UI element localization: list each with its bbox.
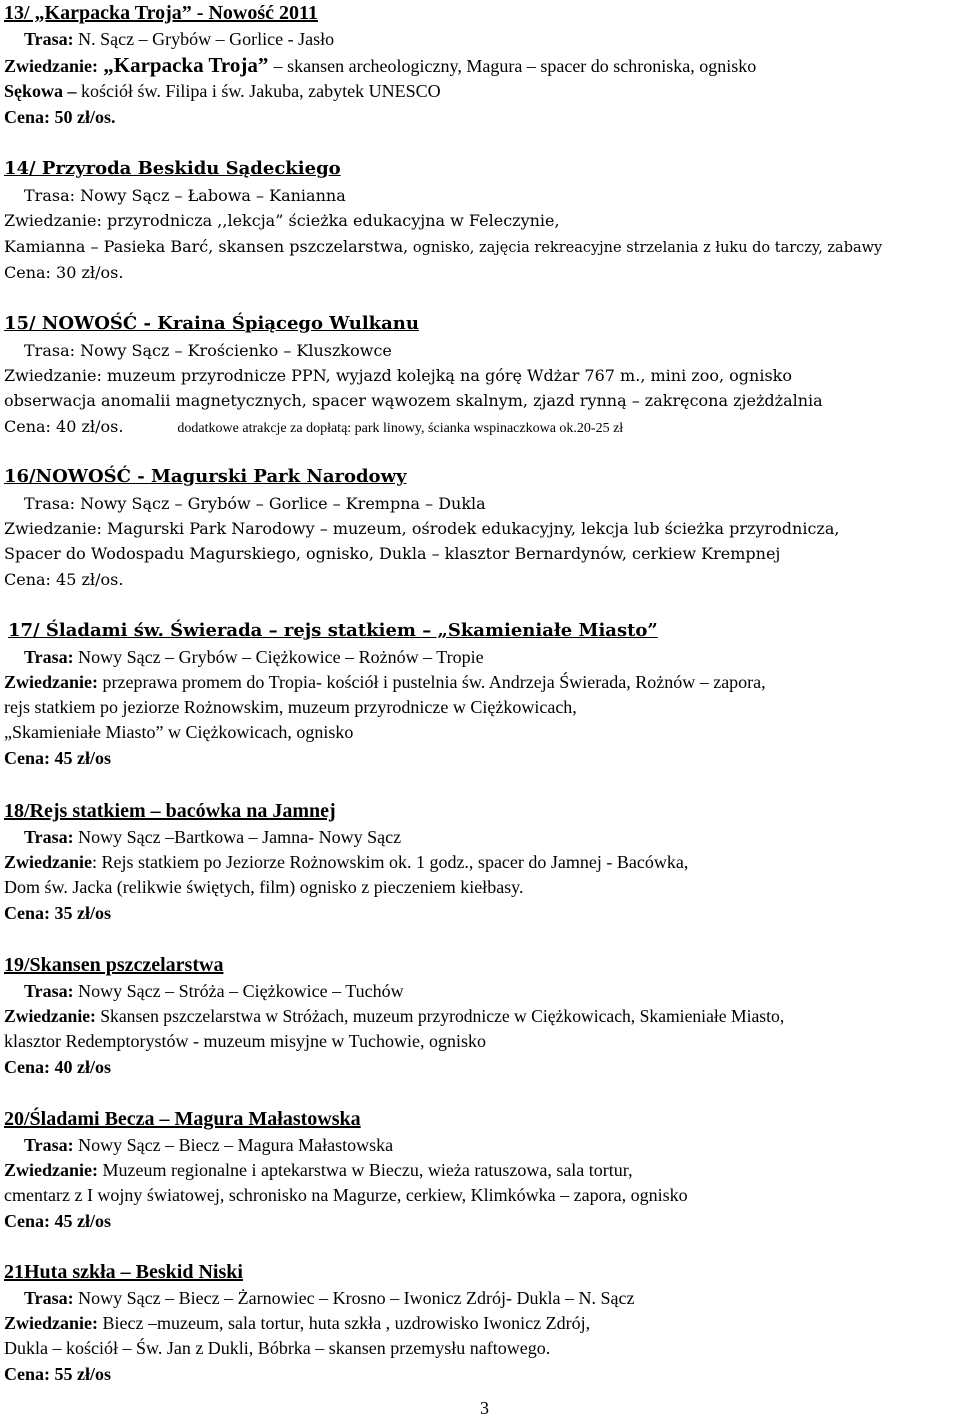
route-label: Trasa: xyxy=(24,647,74,667)
section-20-visit xyxy=(4,1159,633,1181)
route-text: Nowy Sącz – Stróża – Ciężkowice – Tuchów xyxy=(73,981,404,1001)
visit-label: Zwiedzanie: xyxy=(4,1160,98,1180)
section-18-visit-2: Dom św. Jacka (relikwie świętych, film) ognisko z pieczeniem kiełbasy. xyxy=(4,877,524,897)
section-14-title: 14/ Przyroda Beskidu Sądeckiego xyxy=(4,158,341,179)
price: Cena: 40 zł/os. xyxy=(4,417,124,436)
section-20-route xyxy=(24,1134,393,1156)
section-15-visit xyxy=(4,365,792,387)
section-15-route: Trasa: Nowy Sącz – Krościenko – Kluszkowce xyxy=(24,341,392,360)
section-15-visit-2: obserwacja anomalii magnetycznych, spacer wąwozem skalnym, zjazd rynną – zakręcona zjeżdżalnia xyxy=(4,391,823,410)
visit-highlight: „Karpacka Troja” xyxy=(98,53,274,77)
section-19-visit xyxy=(4,1005,784,1027)
route-label: Trasa: xyxy=(24,1288,74,1308)
section-17-visit-3: „Skamieniałe Miasto” w Ciężkowicach, ognisko xyxy=(4,722,354,742)
visit-text: Skansen pszczelarstwa w Stróżach, muzeum przyrodnicze w Ciężkowicach, Skamieniałe Miasto, xyxy=(95,1006,785,1026)
section-15-title: 15/ NOWOŚĆ - Kraina Śpiącego Wulkanu xyxy=(4,313,419,334)
section-19-price: Cena: 40 zł/os xyxy=(4,1057,111,1077)
section-18-route xyxy=(24,826,401,848)
section-13-price: Cena: 50 zł/os. xyxy=(4,107,116,127)
visit-label: Zwiedzanie: xyxy=(4,672,98,692)
section-20-title: 20/Śladami Becza – Magura Małastowska xyxy=(4,1108,361,1130)
visit-bold: Sękowa – xyxy=(4,81,77,101)
section-17-visit xyxy=(4,671,766,693)
route-text: Nowy Sącz – Grybów – Ciężkowice – Rożnów – Tropie xyxy=(73,647,484,667)
visit-text: – skansen archeologiczny, Magura – spacer do schroniska, ognisko xyxy=(273,56,757,76)
visit-label: Zwiedzanie xyxy=(4,852,92,872)
section-17-route xyxy=(24,646,484,668)
section-13-route xyxy=(24,28,334,50)
visit-text-tail: , mini zoo, ognisko xyxy=(640,366,792,385)
section-16-title: 16/NOWOŚĆ - Magurski Park Narodowy xyxy=(4,466,407,487)
section-18-price: Cena: 35 zł/os xyxy=(4,903,111,923)
page-number: 3 xyxy=(480,1398,489,1418)
section-21-route xyxy=(24,1287,635,1309)
section-14-visit-2 xyxy=(4,236,882,259)
section-16-visit: Zwiedzanie: Magurski Park Narodowy – muzeum, ośrodek edukacyjny, lekcja lub ścieżka przyrodnicza, xyxy=(4,519,840,538)
visit-text: : Rejs statkiem po Jeziorze Rożnowskim ok. 1 godz., spacer do Jamnej - Bacówka, xyxy=(92,852,689,872)
route-text: Nowy Sącz –Bartkowa – Jamna- Nowy Sącz xyxy=(73,827,402,847)
visit-label: Zwiedzanie: xyxy=(4,1313,98,1333)
visit-text: Biecz –muzeum, sala tortur, huta szkła , uzdrowisko Iwonicz Zdrój, xyxy=(98,1313,591,1333)
section-16-price: Cena: 45 zł/os. xyxy=(4,570,124,589)
section-16-route: Trasa: Nowy Sącz – Grybów – Gorlice – Krempna – Dukla xyxy=(24,494,486,513)
section-21-price: Cena: 55 zł/os xyxy=(4,1364,111,1384)
visit-text: przyrodnicza ,,lekcja” ścieżka edukacyjna w Feleczynie, xyxy=(101,211,560,230)
section-17-title: 17/ Śladami św. Świerada – rejs statkiem – „Skamieniałe Miasto” xyxy=(8,620,658,641)
section-13-title: 13/ „Karpacka Troja” - Nowość 2011 xyxy=(4,2,318,24)
route-label: Trasa: xyxy=(24,827,74,847)
visit-text: Kamianna – Pasieka Barć, skansen pszczelarstwa, xyxy=(4,237,409,256)
visit-label: Zwiedzanie: xyxy=(4,211,102,230)
section-19-title: 19/Skansen pszczelarstwa xyxy=(4,954,224,976)
route-label: Trasa: xyxy=(24,1135,74,1155)
visit-text: Muzeum regionalne i aptekarstwa w Bieczu, wieża ratuszowa, sala tortur, xyxy=(98,1160,633,1180)
visit-text: przeprawa promem do Tropia- kościół i pustelnia św. Andrzeja Świerada, Rożnów – zapora, xyxy=(98,672,766,692)
section-20-price: Cena: 45 zł/os xyxy=(4,1211,111,1231)
visit-text: kościół św. Filipa i św. Jakuba, zabytek UNESCO xyxy=(76,81,441,101)
section-14-route: Trasa: Nowy Sącz – Łabowa – Kanianna xyxy=(24,186,346,205)
visit-text: Zwiedzanie: muzeum przyrodnicze PPN, wyjazd kolejką na górę Wdżar 767 m. xyxy=(4,366,641,385)
section-15-price xyxy=(4,416,623,440)
section-13-visit-2 xyxy=(4,80,441,102)
extra-attractions: dodatkowe atrakcje za dopłatą: park linowy, ścianka wspinaczkowa ok.20-25 zł xyxy=(177,421,624,436)
section-14-visit xyxy=(4,210,560,232)
section-18-title: 18/Rejs statkiem – bacówka na Jamnej xyxy=(4,800,336,822)
section-20-visit-2: cmentarz z I wojny światowej, schronisko na Magurze, cerkiew, Klimkówka – zapora, ognisko xyxy=(4,1185,688,1205)
visit-small-text: ognisko, zajęcia rekreacyjne strzelania z łuku do tarczy, zabawy xyxy=(408,240,883,256)
section-14-price: Cena: 30 zł/os. xyxy=(4,263,124,282)
section-17-price: Cena: 45 zł/os xyxy=(4,748,111,768)
section-19-route xyxy=(24,980,404,1002)
section-19-visit-2: klasztor Redemptorystów - muzeum misyjne w Tuchowie, ognisko xyxy=(4,1031,486,1051)
visit-label: Zwiedzanie: xyxy=(4,1006,96,1026)
section-17-visit-2: rejs statkiem po jeziorze Rożnowskim, muzeum przyrodnicze w Ciężkowicach, xyxy=(4,697,577,717)
route-label: Trasa: xyxy=(24,981,74,1001)
section-21-title: 21Huta szkła – Beskid Niski xyxy=(4,1261,243,1283)
route-text: N. Sącz – Grybów – Gorlice - Jasło xyxy=(73,29,335,49)
route-text: Nowy Sącz – Biecz – Żarnowiec – Krosno – Iwonicz Zdrój- Dukla – N. Sącz xyxy=(73,1288,635,1308)
section-13-visit xyxy=(4,54,756,77)
section-16-visit-2: Spacer do Wodospadu Magurskiego, ognisko, Dukla – klasztor Bernardynów, cerkiew Krempnej xyxy=(4,544,781,563)
section-21-visit xyxy=(4,1312,590,1334)
section-21-visit-2: Dukla – kościół – Św. Jan z Dukli, Bóbrka – skansen przemysłu naftowego. xyxy=(4,1338,551,1358)
route-text: Nowy Sącz – Biecz – Magura Małastowska xyxy=(73,1135,394,1155)
route-label: Trasa: xyxy=(24,29,74,49)
section-18-visit xyxy=(4,851,688,873)
visit-label: Zwiedzanie: xyxy=(4,56,98,76)
